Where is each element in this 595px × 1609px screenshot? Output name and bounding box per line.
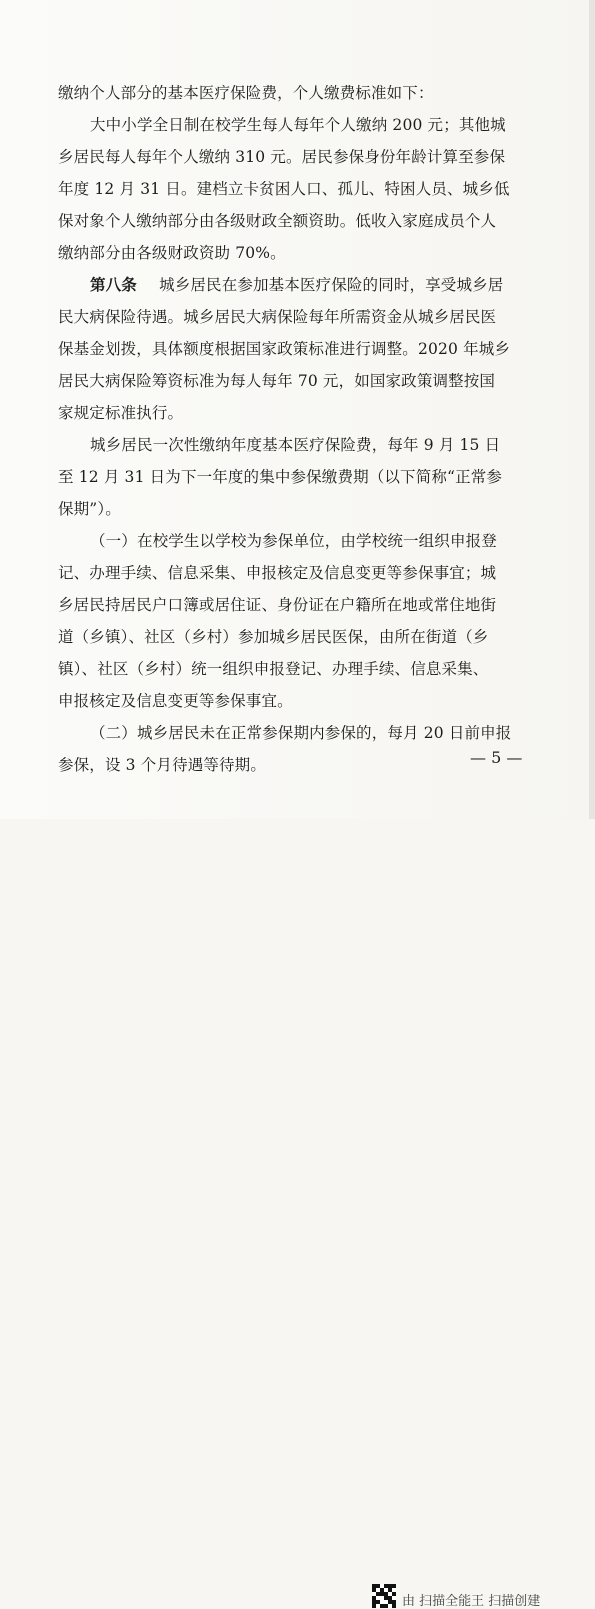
text-line-3: 乡居民每人每年个人缴纳 310 元。居民参保身份年龄计算至参保	[58, 148, 506, 166]
text-line-5: 保对象个人缴纳部分由各级财政全额资助。低收入家庭成员个人	[58, 212, 497, 230]
text-line-6: 缴纳部分由各级财政资助 70%。	[58, 244, 286, 262]
text-line-19: 镇）、社区（乡村）统一组织申报登记、办理手续、信息采集、	[58, 660, 489, 678]
text-line-20: 申报核定及信息变更等参保事宜。	[58, 692, 293, 710]
scanner-footer	[0, 791, 595, 1609]
text-line-18: 道（乡镇）、社区（乡村）参加城乡居民医保，由所在街道（乡	[58, 628, 489, 646]
text-line-12: 城乡居民一次性缴纳年度基本医疗保险费，每年 9 月 15 日	[90, 436, 501, 454]
text-line-1: 缴纳个人部分的基本医疗保险费，个人缴费标准如下：	[58, 84, 434, 102]
page-edge	[589, 0, 595, 819]
article-8-text: 城乡居民在参加基本医疗保险的同时，享受城乡居	[159, 276, 504, 294]
qr-code-icon	[372, 1584, 396, 1608]
text-line-4: 年度 12 月 31 日。建档立卡贫困人口、孤儿、特困人员、城乡低	[58, 180, 510, 198]
article-heading: 第八条	[90, 275, 137, 294]
text-line-8: 民大病保险待遇。城乡居民大病保险每年所需资金从城乡居民医	[58, 308, 497, 326]
text-line-22: 参保，设 3 个月待遇等待期。	[58, 756, 266, 774]
text-line-14: 保期”）。	[58, 500, 121, 518]
text-line-21: （二）城乡居民未在正常参保期内参保的，每月 20 日前申报	[90, 724, 512, 742]
text-line-13: 至 12 月 31 日为下一年度的集中参保缴费期（以下简称“正常参	[58, 468, 503, 486]
text-line-11: 家规定标准执行。	[58, 404, 184, 422]
text-line-16: 记、办理手续、信息采集、申报核定及信息变更等参保事宜；城	[58, 564, 497, 582]
text-line-17: 乡居民持居民户口簿或居住证、身份证在户籍所在地或常住地街	[58, 596, 497, 614]
page-number: — 5 —	[470, 748, 523, 767]
text-line-10: 居民大病保险筹资标准为每人每年 70 元，如国家政策调整按国	[58, 372, 496, 390]
scanner-watermark-text: 由 扫描全能王 扫描创建	[402, 1594, 541, 1609]
text-line-9: 保基金划拨，具体额度根据国家政策标准进行调整。2020 年城乡	[58, 340, 511, 358]
text-line-15: （一）在校学生以学校为参保单位，由学校统一组织申报登	[90, 532, 497, 550]
article-8-line	[90, 274, 503, 296]
text-line-2: 大中小学全日制在校学生每人每年个人缴纳 200 元；其他城	[90, 116, 506, 134]
